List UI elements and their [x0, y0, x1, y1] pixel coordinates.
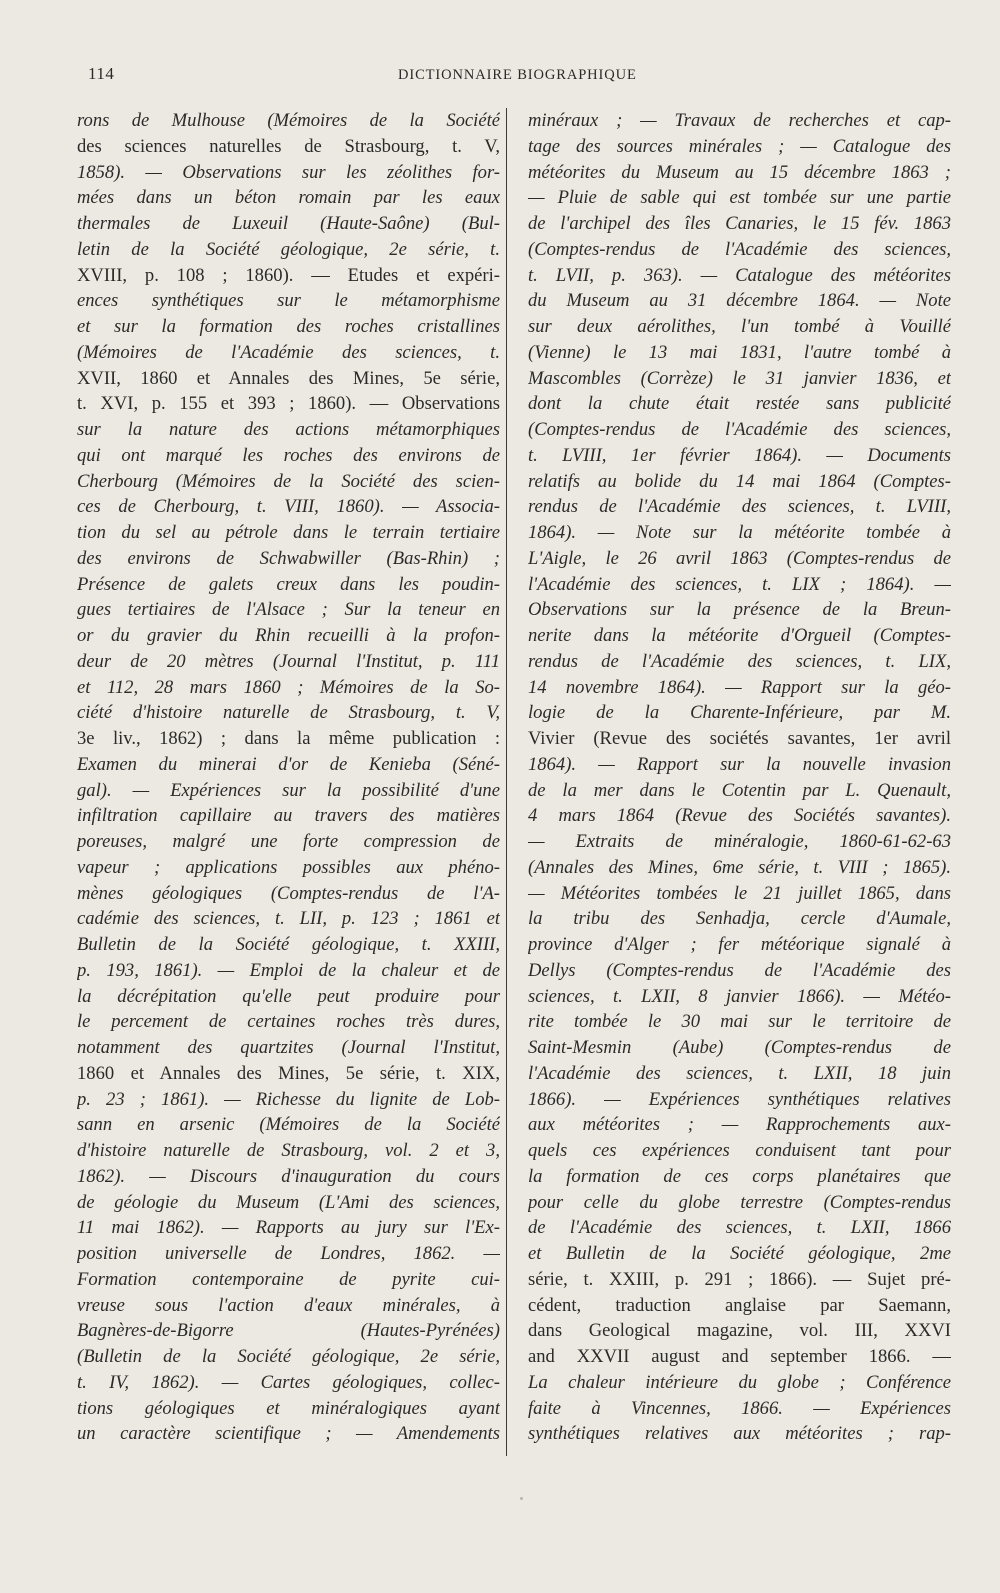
text-line: (Mémoires de l'Académie des sciences, t.: [77, 341, 500, 363]
text-line: ciété d'histoire naturelle de Strasbourg, t. V,: [77, 702, 500, 724]
text-line: (Comptes-rendus de l'Académie des sciences,: [528, 238, 951, 260]
text-line: cadémie des sciences, t. LII, p. 123 ; 1861 et: [77, 908, 500, 930]
right-text-column: [528, 108, 951, 1447]
running-title: DICTIONNAIRE BIOGRAPHIQUE: [398, 67, 637, 83]
text-line: sciences, t. LXII, 8 janvier 1866). — Météo-: [528, 985, 951, 1007]
text-line: gal). — Expériences sur la possibilité d'une: [77, 779, 500, 801]
text-line: logie de la Charente-Inférieure, par M.: [528, 702, 951, 724]
text-line: l'Académie des sciences, t. LIX ; 1864). —: [528, 573, 951, 595]
text-line: ces de Cherbourg, t. VIII, 1860). — Associa-: [77, 496, 500, 518]
text-line: letin de la Société géologique, 2e série, t.: [77, 238, 500, 260]
text-line: t. LVII, p. 363). — Catalogue des météorites: [528, 264, 951, 286]
text-line: rendus de l'Académie des sciences, t. LVIII,: [528, 496, 951, 518]
text-line: 11 mai 1862). — Rapports au jury sur l'Ex-: [77, 1217, 500, 1239]
text-line: minéraux ; — Travaux de recherches et cap-: [528, 110, 951, 131]
text-line: sur deux aérolithes, l'un tombé à Vouillé: [528, 316, 951, 337]
text-line: la formation de ces corps planétaires que: [528, 1165, 951, 1187]
text-line: XVII, 1860 et Annales des Mines, 5e série,: [77, 367, 500, 389]
text-line: vreuse sous l'action d'eaux minérales, à: [77, 1294, 500, 1316]
text-line: Présence de galets creux dans les poudin-: [77, 573, 500, 595]
text-line: Examen du minerai d'or de Kenieba (Séné-: [77, 753, 500, 775]
text-line: Cherbourg (Mémoires de la Société des scien-: [77, 470, 500, 492]
text-line: — Météorites tombées le 21 juillet 1865, dans: [528, 882, 951, 904]
text-line: de la mer dans le Cotentin par L. Quenault,: [528, 779, 951, 801]
text-line: météorites du Museum au 15 décembre 1863 ;: [528, 161, 951, 183]
text-line: pour celle du globe terrestre (Comptes-rendus: [528, 1191, 951, 1213]
text-line: cédent, traduction anglaise par Saemann,: [528, 1294, 951, 1316]
text-line: Observations sur la présence de la Breun-: [528, 599, 951, 621]
text-line: série, t. XXIII, p. 291 ; 1866). — Sujet pré-: [528, 1268, 951, 1290]
text-line: de géologie du Museum (L'Ami des sciences,: [77, 1191, 500, 1213]
text-line: thermales de Luxeuil (Haute-Saône) (Bul-: [77, 213, 500, 234]
text-line: 1862). — Discours d'inauguration du cours: [77, 1165, 500, 1187]
text-line: ences synthétiques sur le métamorphisme: [77, 290, 500, 312]
page-number: 114: [88, 64, 115, 83]
text-line: aux météorites ; — Rapprochements aux-: [528, 1114, 951, 1136]
text-line: tage des sources minérales ; — Catalogue des: [528, 135, 951, 157]
text-line: tions géologiques et minéralogiques ayant: [77, 1397, 500, 1419]
text-line: t. XVI, p. 155 et 393 ; 1860). — Observations: [77, 393, 500, 415]
column-divider: [506, 108, 507, 1456]
text-line: qui ont marqué les roches des environs de: [77, 444, 500, 466]
text-line: t. IV, 1862). — Cartes géologiques, collec-: [77, 1371, 500, 1393]
text-line: Vivier (Revue des sociétés savantes, 1er avril: [528, 728, 951, 749]
text-line: Bulletin de la Société géologique, t. XXIII,: [77, 934, 500, 955]
text-line: (Vienne) le 13 mai 1831, l'autre tombé à: [528, 341, 951, 363]
text-line: — Pluie de sable qui est tombée sur une partie: [528, 187, 951, 209]
text-line: and XXVII august and september 1866. —: [528, 1346, 951, 1367]
text-line: La chaleur intérieure du globe ; Conférence: [528, 1371, 951, 1393]
text-line: sur la nature des actions métamorphiques: [77, 419, 500, 440]
text-line: L'Aigle, le 26 avril 1863 (Comptes-rendus de: [528, 547, 951, 569]
text-line: du Museum au 31 décembre 1864. — Note: [528, 290, 951, 312]
text-line: un caractère scientifique ; — Amendements: [77, 1423, 500, 1445]
text-line: 1866). — Expériences synthétiques relatives: [528, 1088, 951, 1110]
text-line: d'histoire naturelle de Strasbourg, vol. 2 et 3,: [77, 1140, 500, 1161]
text-line: des environs de Schwabwiller (Bas-Rhin) ;: [77, 547, 500, 569]
text-line: Dellys (Comptes-rendus de l'Académie des: [528, 959, 951, 981]
text-line: vapeur ; applications possibles aux phéno-: [77, 856, 500, 878]
text-line: or du gravier du Rhin recueilli à la profon-: [77, 625, 500, 646]
text-line: t. LVIII, 1er février 1864). — Documents: [528, 444, 951, 466]
left-text-column: [77, 108, 500, 1447]
text-line: poreuses, malgré une forte compression de: [77, 831, 500, 852]
text-line: Bagnères-de-Bigorre (Hautes-Pyrénées): [77, 1320, 500, 1342]
text-line: (Bulletin de la Société géologique, 2e série,: [77, 1346, 500, 1367]
text-line: gues tertiaires de l'Alsace ; Sur la teneur en: [77, 599, 500, 621]
text-line: notamment des quartzites (Journal l'Institut,: [77, 1037, 500, 1058]
text-line: 14 novembre 1864). — Rapport sur la géo-: [528, 676, 951, 698]
text-line: rons de Mulhouse (Mémoires de la Société: [77, 110, 500, 131]
text-line: et 112, 28 mars 1860 ; Mémoires de la So-: [77, 676, 500, 698]
text-line: (Comptes-rendus de l'Académie des sciences,: [528, 419, 951, 440]
text-line: tion du sel au pétrole dans le terrain tertiaire: [77, 522, 500, 543]
text-line: rite tombée le 30 mai sur le territoire de: [528, 1011, 951, 1033]
text-line: la tribu des Senhadja, cercle d'Aumale,: [528, 908, 951, 930]
text-line: 1864). — Rapport sur la nouvelle invasion: [528, 753, 951, 775]
text-line: sann en arsenic (Mémoires de la Société: [77, 1114, 500, 1136]
text-line: de l'Académie des sciences, t. LXII, 1866: [528, 1217, 951, 1239]
text-line: relatifs au bolide du 14 mai 1864 (Comptes-: [528, 470, 951, 492]
paper-speck: [520, 1497, 523, 1500]
text-line: de l'archipel des îles Canaries, le 15 fév. 1863: [528, 213, 951, 234]
text-line: 1864). — Note sur la météorite tombée à: [528, 522, 951, 543]
text-line: Saint-Mesmin (Aube) (Comptes-rendus de: [528, 1037, 951, 1058]
text-line: XVIII, p. 108 ; 1860). — Etudes et expéri-: [77, 264, 500, 286]
text-line: 4 mars 1864 (Revue des Sociétés savantes).: [528, 805, 951, 827]
text-line: — Extraits de minéralogie, 1860-61-62-63: [528, 831, 951, 852]
text-line: mènes géologiques (Comptes-rendus de l'A-: [77, 882, 500, 904]
text-line: dont la chute était restée sans publicité: [528, 393, 951, 415]
text-line: p. 23 ; 1861). — Richesse du lignite de Lob-: [77, 1088, 500, 1110]
text-line: l'Académie des sciences, t. LXII, 18 juin: [528, 1062, 951, 1084]
text-line: et Bulletin de la Société géologique, 2me: [528, 1243, 951, 1264]
text-line: synthétiques relatives aux météorites ; rap-: [528, 1423, 951, 1445]
text-line: (Annales des Mines, 6me série, t. VIII ; 1865).: [528, 856, 951, 878]
text-line: quels ces expériences conduisent tant pour: [528, 1140, 951, 1161]
text-line: le percement de certaines roches très dures,: [77, 1011, 500, 1033]
text-line: faite à Vincennes, 1866. — Expériences: [528, 1397, 951, 1419]
text-line: la décrépitation qu'elle peut produire pour: [77, 985, 500, 1007]
text-line: rendus de l'Académie des sciences, t. LIX,: [528, 650, 951, 672]
text-line: des sciences naturelles de Strasbourg, t. V,: [77, 135, 500, 157]
text-line: 1860 et Annales des Mines, 5e série, t. XIX,: [77, 1062, 500, 1084]
text-line: infiltration capillaire au travers des matières: [77, 805, 500, 827]
text-line: dans Geological magazine, vol. III, XXVI: [528, 1320, 951, 1342]
text-line: 1858). — Observations sur les zéolithes for-: [77, 161, 500, 183]
text-line: province d'Alger ; fer météorique signalé à: [528, 934, 951, 955]
text-line: nerite dans la météorite d'Orgueil (Comptes-: [528, 625, 951, 646]
text-line: position universelle de Londres, 1862. —: [77, 1243, 500, 1264]
text-line: 3e liv., 1862) ; dans la même publication :: [77, 728, 500, 749]
text-line: Formation contemporaine de pyrite cui-: [77, 1268, 500, 1290]
text-line: p. 193, 1861). — Emploi de la chaleur et de: [77, 959, 500, 981]
text-line: Mascombles (Corrèze) le 31 janvier 1836, et: [528, 367, 951, 389]
text-line: deur de 20 mètres (Journal l'Institut, p. 111: [77, 650, 500, 672]
text-line: mées dans un béton romain par les eaux: [77, 187, 500, 209]
text-line: et sur la formation des roches cristallines: [77, 316, 500, 337]
